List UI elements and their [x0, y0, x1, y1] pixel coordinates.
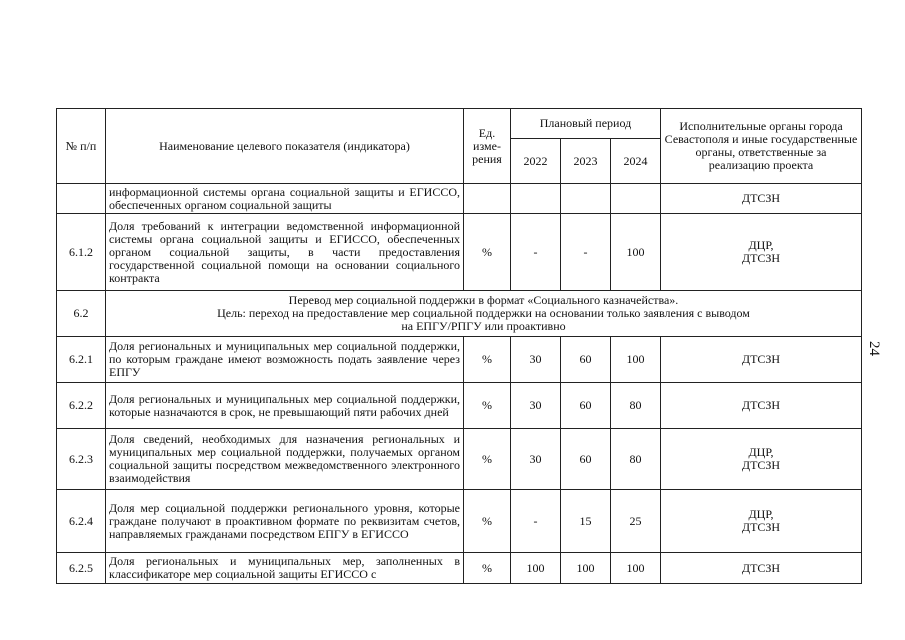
header-num: № п/п	[57, 109, 106, 184]
row-name: Доля сведений, необходимых для назначения региональных и муниципальных мер социальной поддержки, получаемых органом социальной защиты посредством межведомственного электронного взаимодействия	[106, 429, 464, 490]
row-2022: -	[511, 490, 561, 553]
row-2023: 15	[561, 490, 611, 553]
row-executors: ДТСЗН	[661, 553, 862, 584]
section-line-3: на ЕПГУ/РПГУ или проактивно	[401, 319, 566, 333]
table-row	[57, 337, 862, 383]
row-unit: %	[464, 553, 511, 584]
header-year-2023: 2023	[561, 139, 611, 184]
row-unit	[464, 184, 511, 214]
row-unit: %	[464, 490, 511, 553]
row-unit: %	[464, 214, 511, 291]
table-row	[57, 184, 862, 214]
table-row	[57, 553, 862, 584]
header-executors: Исполнительные органы города Севастополя и иные государственные органы, ответственные за реализацию проекта	[661, 109, 862, 184]
row-executors: ДТСЗН	[661, 337, 862, 383]
row-num	[57, 184, 106, 214]
row-num: 6.2.1	[57, 337, 106, 383]
row-2024: 100	[611, 337, 661, 383]
row-2024: 100	[611, 553, 661, 584]
row-num: 6.2.2	[57, 383, 106, 429]
row-2023: 100	[561, 553, 611, 584]
section-num: 6.2	[57, 291, 106, 337]
row-num: 6.2.3	[57, 429, 106, 490]
row-executors: ДЦР, ДТСЗН	[661, 214, 862, 291]
row-name: Доля требований к интеграции ведомственной информационной системы органа социальной защиты и ЕГИССО, обеспеченных органом социальной защиты, в части предоставления государственной социальной помощи на основании социального контракта	[106, 214, 464, 291]
section-line-2: Цель: переход на предоставление мер социальной поддержки на основании только заявления с выводом	[217, 306, 750, 320]
table-row	[57, 383, 862, 429]
header-unit: Ед. изме-рения	[464, 109, 511, 184]
header-planned-period: Плановый период	[511, 109, 661, 139]
header-year-2024: 2024	[611, 139, 661, 184]
row-2022: 100	[511, 553, 561, 584]
row-2024	[611, 184, 661, 214]
row-2023: 60	[561, 429, 611, 490]
row-2022	[511, 184, 561, 214]
row-2024: 25	[611, 490, 661, 553]
header-year-2022: 2022	[511, 139, 561, 184]
row-2024: 80	[611, 429, 661, 490]
row-executors: ДТСЗН	[661, 383, 862, 429]
indicators-table	[56, 108, 862, 584]
row-executors: ДЦР, ДТСЗН	[661, 429, 862, 490]
table-row	[57, 490, 862, 553]
row-2023: -	[561, 214, 611, 291]
page-number: 24	[866, 341, 882, 356]
row-2022: 30	[511, 429, 561, 490]
row-name: Доля региональных и муниципальных мер социальной поддержки, по которым граждане имеют возможность подать заявление через ЕПГУ	[106, 337, 464, 383]
row-2022: -	[511, 214, 561, 291]
row-executors: ДЦР, ДТСЗН	[661, 490, 862, 553]
row-num: 6.2.5	[57, 553, 106, 584]
header-name: Наименование целевого показателя (индикатора)	[106, 109, 464, 184]
table-row	[57, 214, 862, 291]
row-2023: 60	[561, 337, 611, 383]
row-num: 6.1.2	[57, 214, 106, 291]
section-row	[57, 291, 862, 337]
section-line-1: Перевод мер социальной поддержки в формат «Социального казначейства».	[288, 293, 679, 307]
row-2023	[561, 184, 611, 214]
table-row	[57, 429, 862, 490]
row-name: информационной системы органа социальной защиты и ЕГИССО, обеспеченных органом социальной защиты	[106, 184, 464, 214]
row-unit: %	[464, 337, 511, 383]
row-2024: 80	[611, 383, 661, 429]
row-2022: 30	[511, 337, 561, 383]
row-executors: ДТСЗН	[661, 184, 862, 214]
row-2024: 100	[611, 214, 661, 291]
row-2022: 30	[511, 383, 561, 429]
row-name: Доля региональных и муниципальных мер, заполненных в классификаторе мер социальной защиты ЕГИССО с	[106, 553, 464, 584]
row-name: Доля региональных и муниципальных мер социальной поддержки, которые назначаются в срок, не превышающий пяти рабочих дней	[106, 383, 464, 429]
section-title	[106, 291, 862, 337]
row-unit: %	[464, 383, 511, 429]
row-name: Доля мер социальной поддержки регионального уровня, которые граждане получают в проактивном формате по реквизитам счетов, направляемых гражданами посредством ЕПГУ в ЕГИССО	[106, 490, 464, 553]
row-num: 6.2.4	[57, 490, 106, 553]
row-unit: %	[464, 429, 511, 490]
row-2023: 60	[561, 383, 611, 429]
